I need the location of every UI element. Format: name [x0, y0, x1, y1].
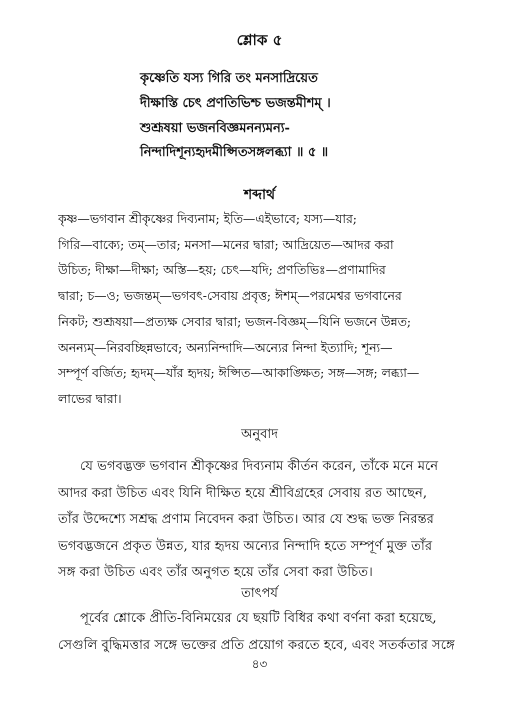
purport-heading: তাৎপর্য: [241, 586, 278, 601]
word-meaning-line: অনন্যম্—নিরবচ্ছিন্নভাবে; অন্যনিন্দাদি—অন্যের নিন্দা ইত্যাদি; শূন্য—: [58, 339, 393, 355]
word-meaning-line: দ্বারা; চ—ও; ভজন্তম্—ভগবৎ-সেবায় প্রবৃত্ত; ঈশম্—পরমেশ্বর ভগবানের: [58, 288, 402, 304]
translation-line: যে ভগবদ্ভক্ত ভগবান শ্রীকৃষ্ণের দিব্যনাম কীর্তন করেন, তাঁকে মনে মনে: [80, 459, 439, 474]
verse-line: কৃষ্ণেতি যস্য গিরি তং মনসাদ্রিয়েত: [140, 71, 318, 86]
word-meaning-line: সম্পূর্ণ বর্জিত; হৃদম্—যাঁর হৃদয়; ঈপ্সিত—আকাঙ্ক্ষিত; সঙ্গ—সঙ্গ; লব্ধ্যা—: [58, 365, 420, 381]
word-meaning-section: [58, 206, 486, 412]
purport-section: [58, 606, 486, 659]
word-meaning-line: গিরি—বাক্যে; তম্—তার; মনসা—মনের দ্বারা; আদ্রিয়েত—আদর করা: [58, 236, 394, 252]
translation-line: ভগবদ্ভজনে প্রকৃত উন্নত, যার হৃদয় অন্যের নিন্দাদি হতে সম্পূর্ণ মুক্ত তাঁর: [58, 538, 433, 554]
verse-title: শ্লোক ৫: [236, 31, 283, 49]
word-meaning-line: উচিত; দীক্ষা—দীক্ষা; অস্তি—হয়; চেৎ—যদি; প্রণতিভিঃ—প্রণামাদির: [58, 262, 386, 278]
translation-line: সঙ্গ করা উচিত এবং তাঁর অনুগত হয়ে তাঁর সেবা করা উচিত।: [58, 565, 373, 580]
translation-section: [58, 454, 486, 587]
verse-line: শুশ্রূষয়া ভজনবিজ্ঞমনন্যমন্য-: [140, 121, 290, 136]
purport-line: সেগুলি বুদ্ধিমত্তার সঙ্গে ভক্তের প্রতি প্রয়োগ করতে হবে, এবং সতর্কতার সঙ্গে: [58, 637, 455, 653]
page-number: ৪৩: [251, 657, 268, 671]
word-meaning-heading: শব্দার্থ: [243, 187, 276, 203]
verse-line: নিন্দাদিশূন্যহৃদমীপ্সিতসঙ্গলব্ধ্যা ॥ ৫ ॥: [140, 145, 329, 160]
word-meaning-line: লাভের দ্বারা।: [58, 390, 122, 406]
translation-line: তাঁর উদ্দেশ্যে সশ্রদ্ধ প্রণাম নিবেদন করা উচিত। আর যে শুদ্ধ ভক্ত নিরন্তর: [58, 512, 434, 527]
purport-line: পূর্বের শ্লোকে প্রীতি-বিনিময়ের যে ছয়টি বিধির কথা বর্ণনা করা হয়েছে,: [80, 611, 437, 626]
word-meaning-line: নিকট; শুশ্রূষয়া—প্রত্যক্ষ সেবার দ্বারা; ভজন-বিজ্ঞম্—যিনি ভজনে উন্নত;: [58, 313, 412, 329]
word-meaning-line: কৃষ্ণ—ভগবান শ্রীকৃষ্ণের দিব্যনাম; ইতি—এইভাবে; যস্য—যার;: [58, 211, 357, 226]
translation-heading: অনুবাদ: [241, 427, 278, 442]
translation-line: আদর করা উচিত এবং যিনি দীক্ষিত হয়ে শ্রীবিগ্রহের সেবায় রত আছেন,: [58, 485, 428, 501]
verse-line: দীক্ষাস্তি চেৎ প্রণতিভিশ্চ ভজন্তমীশম্ ।: [140, 96, 331, 111]
